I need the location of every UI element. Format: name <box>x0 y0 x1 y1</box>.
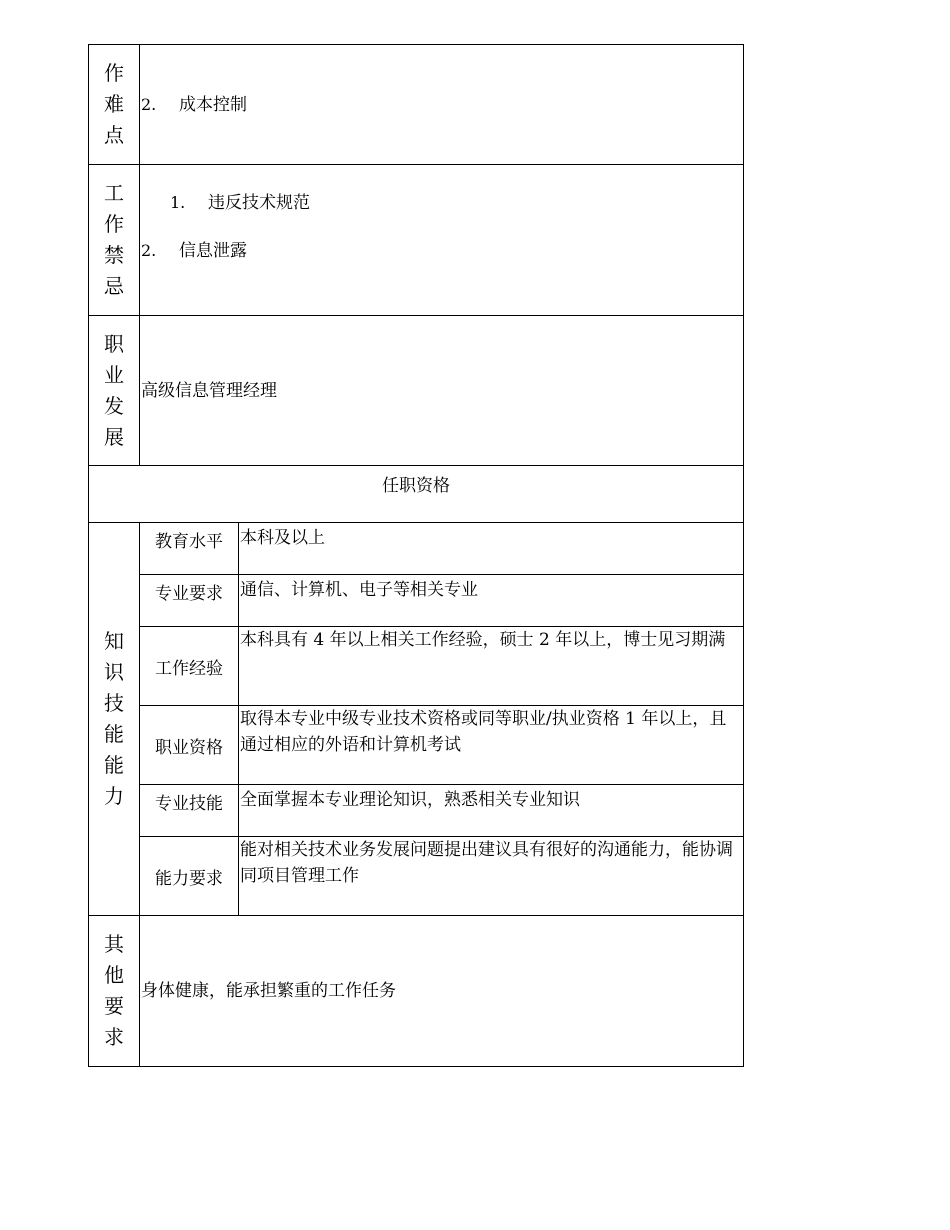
knowledge-row <box>89 706 744 785</box>
taboo-content <box>140 165 744 316</box>
education-label: 教育水平 <box>140 523 239 575</box>
other-content: 身体健康，能承担繁重的工作任务 <box>140 916 744 1067</box>
difficulty-label: 作 难 点 <box>89 45 140 165</box>
ability-value: 能对相关技术业务发展问题提出建议具有很好的沟通能力，能协调同项目管理工作 <box>239 837 744 916</box>
knowledge-row <box>89 785 744 837</box>
skills-value: 全面掌握本专业理论知识，熟悉相关专业知识 <box>239 785 744 837</box>
knowledge-row <box>89 627 744 706</box>
qualifications-header-row <box>89 466 744 523</box>
skills-label: 专业技能 <box>140 785 239 837</box>
knowledge-row <box>89 523 744 575</box>
list-item: 2. 成本控制 <box>141 94 247 115</box>
section-title: 任职资格 <box>89 466 744 523</box>
certification-value: 取得本专业中级专业技术资格或同等职业/执业资格 1 年以上，且通过相应的外语和计算机考试 <box>239 706 744 785</box>
knowledge-label: 知 识 技 能 能 力 <box>89 523 140 916</box>
career-row <box>89 316 744 466</box>
certification-label: 职业资格 <box>140 706 239 785</box>
knowledge-row <box>89 837 744 916</box>
taboo-label: 工 作 禁 忌 <box>89 165 140 316</box>
knowledge-row <box>89 575 744 627</box>
taboo-row <box>89 165 744 316</box>
other-label: 其 他 要 求 <box>89 916 140 1067</box>
list-item: 2. 信息泄露 <box>141 241 247 261</box>
ability-label: 能力要求 <box>140 837 239 916</box>
major-label: 专业要求 <box>140 575 239 627</box>
experience-value: 本科具有 4 年以上相关工作经验，硕士 2 年以上，博士见习期满 <box>239 627 744 706</box>
career-label: 职 业 发 展 <box>89 316 140 466</box>
career-content: 高级信息管理经理 <box>140 316 744 466</box>
difficulty-row <box>89 45 744 165</box>
experience-label: 工作经验 <box>140 627 239 706</box>
job-requirements-table <box>88 44 744 1067</box>
education-value: 本科及以上 <box>239 523 744 575</box>
list-item: 1. 违反技术规范 <box>170 193 310 213</box>
difficulty-content <box>140 45 744 165</box>
major-value: 通信、计算机、电子等相关专业 <box>239 575 744 627</box>
other-row <box>89 916 744 1067</box>
